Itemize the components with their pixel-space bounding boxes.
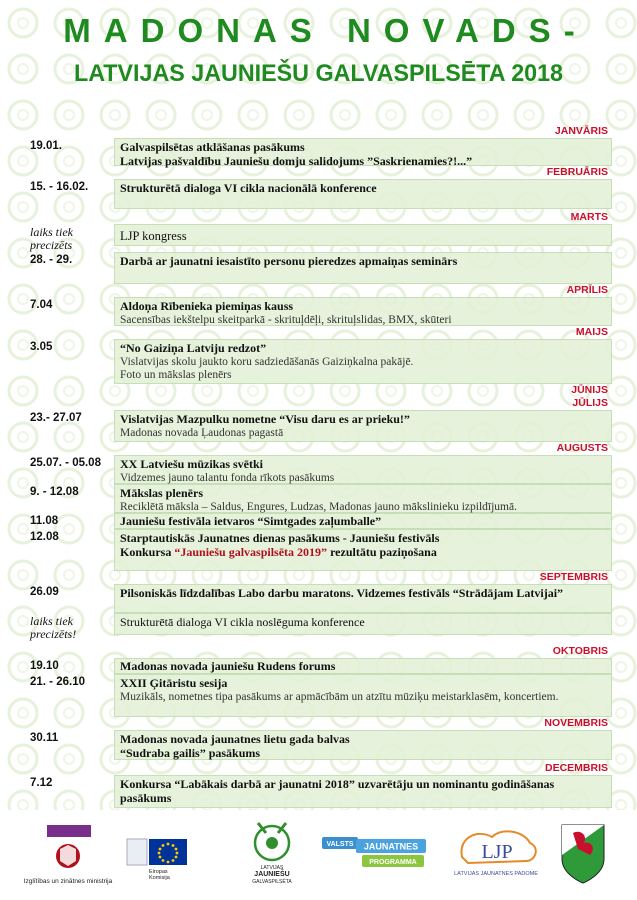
event-cell xyxy=(114,674,612,717)
event-cell xyxy=(114,224,612,246)
event-row xyxy=(30,613,612,641)
month-november: NOVEMBRIS xyxy=(544,717,608,729)
event-date: 25.07. - 05.08 xyxy=(30,457,101,469)
event-title-2 xyxy=(120,546,606,560)
event-cell xyxy=(114,252,612,284)
event-title: Mākslas plenērs xyxy=(120,486,204,500)
sponsor-logos xyxy=(0,815,637,895)
event-title: XXII Ģitāristu sesija xyxy=(120,676,228,690)
event-row xyxy=(30,410,612,442)
month-january: JANVĀRIS xyxy=(554,125,608,137)
youth-programme-logo xyxy=(322,837,426,867)
event-description: Muzikāls, nometnes tipa pasākums ar apmācībām un atzītu mūziķu meistarklasēm, koncertiem. xyxy=(120,690,559,703)
madona-coat-of-arms xyxy=(562,825,604,883)
event-title: LJP kongress xyxy=(120,229,187,243)
event-row xyxy=(30,584,612,613)
event-title: “Sudraba gailis” pasākums xyxy=(120,745,261,760)
month-august: AUGUSTS xyxy=(556,442,608,454)
event-date: 3.05 xyxy=(30,341,53,353)
ljp-name: LATVIJAS JAUNATNES PADOME xyxy=(454,871,538,877)
event-row xyxy=(30,339,612,384)
eu-commission-logo xyxy=(127,839,187,881)
event-cell xyxy=(114,513,612,529)
event-cell xyxy=(114,297,612,326)
event-date: 15. - 16.02. xyxy=(30,181,89,193)
month-may: MAIJS xyxy=(575,326,608,338)
eu-label-1: Eiropas xyxy=(149,869,168,875)
event-title: Strukturētā dialoga VI cikla nacionālā konference xyxy=(120,181,377,195)
month-september: SEPTEMBRIS xyxy=(539,571,608,583)
event-date: 11.08 xyxy=(30,515,59,527)
event-highlight: “Jauniešu galvaspilsēta 2019” xyxy=(174,544,328,559)
event-row xyxy=(30,297,612,326)
event-cell xyxy=(114,339,612,384)
event-row xyxy=(30,658,612,674)
month-june: JŪNIJS xyxy=(571,384,608,396)
event-row xyxy=(30,529,612,571)
title-line-2: LATVIJAS JAUNIEŠU GALVASPILSĒTA 2018 xyxy=(73,60,563,87)
event-row xyxy=(30,252,612,284)
event-date: 9. - 12.08 xyxy=(30,486,79,498)
event-title: Madonas novada jaunatnes lietu gada balvas xyxy=(120,732,350,746)
event-title: Aldoņa Rībenieka piemiņas kauss xyxy=(120,299,294,313)
event-date: 28. - 29. xyxy=(30,254,73,266)
event-schedule xyxy=(30,125,612,808)
event-row xyxy=(30,674,612,717)
vp-jaunatnes: JAUNATNES xyxy=(363,841,419,852)
event-cell xyxy=(114,484,612,513)
event-title: Konkursa “Labākais darbā ar jaunatni 2018” uzvarētāju un nominantu godināšanas pasākums xyxy=(120,777,555,805)
event-title: Jauniešu festivāla ietvaros “Simtgades zaļumballe” xyxy=(120,514,382,528)
event-description: Vislatvijas skolu jaukto koru sadziedāšanās Gaiziņkalna pakājē. xyxy=(120,355,414,368)
youth-capital-logo xyxy=(252,823,292,885)
event-row xyxy=(30,484,612,513)
month-february: FEBRUĀRIS xyxy=(546,166,608,178)
event-text: rezultātu paziņošana xyxy=(327,544,437,559)
ministry-name: Izglītības un zinātnes ministrija xyxy=(23,878,113,885)
month-april: APRĪLIS xyxy=(566,284,608,296)
month-march: MARTS xyxy=(570,211,608,223)
event-row xyxy=(30,730,612,760)
event-row xyxy=(30,775,612,808)
event-date: 30.11 xyxy=(30,732,59,744)
event-title: “No Gaiziņa Latviju redzot” xyxy=(120,341,267,355)
event-date: 19.01. xyxy=(30,140,62,152)
event-title: Latvijas pašvaldību Jauniešu domju salidojums ”Saskrienamies?!...” xyxy=(120,153,473,168)
ministry-logo xyxy=(24,825,113,885)
event-date: 21. - 26.10 xyxy=(30,676,85,688)
ljg-label-3: GALVASPILSĒTA xyxy=(252,879,292,885)
event-text: Konkursa xyxy=(120,544,175,559)
event-cell xyxy=(114,138,612,166)
event-cell xyxy=(114,775,612,808)
event-title: Starptautiskās Jaunatnes dienas pasākums - Jauniešu festivāls xyxy=(120,531,440,545)
event-cell xyxy=(114,584,612,613)
ljg-label-1: LATVIJAS xyxy=(260,865,284,871)
ljp-abbr: LJP xyxy=(481,841,513,863)
event-title: Madonas novada jauniešu Rudens forums xyxy=(120,659,336,673)
ljp-logo xyxy=(454,831,538,877)
event-description: Madonas novada Ļaudonas pagastā xyxy=(120,426,284,439)
eu-label-2: Komisija xyxy=(149,875,170,881)
event-title: Strukturētā dialoga VI cikla noslēguma konference xyxy=(120,615,365,629)
event-cell xyxy=(114,410,612,442)
month-december: DECEMBRIS xyxy=(544,762,608,774)
event-row xyxy=(30,138,612,166)
event-description: Sacensības iekštelpu skeitparkā - skrituļdēļi, skrituļslidas, BMX, skūteri xyxy=(120,313,452,326)
event-cell xyxy=(114,529,612,571)
event-title: Galvaspilsētas atklāšanas pasākums xyxy=(120,140,305,154)
event-title: XX Latviešu mūzikas svētki xyxy=(120,457,264,471)
event-cell xyxy=(114,658,612,674)
event-row xyxy=(30,224,612,252)
event-cell xyxy=(114,179,612,209)
event-row xyxy=(30,513,612,529)
month-july: JŪLIJS xyxy=(572,397,608,409)
event-date: 12.08 xyxy=(30,531,59,543)
event-date: 7.04 xyxy=(30,299,53,311)
event-date: 19.10 xyxy=(30,660,59,672)
event-cell xyxy=(114,730,612,760)
event-title: Pilsoniskās līdzdalības Labo darbu maratons. Vidzemes festivāls “Strādājam Latvijai” xyxy=(120,586,564,600)
title-line-1: MADONAS NOVADS- xyxy=(63,12,588,49)
vp-valsts: VALSTS xyxy=(326,841,354,848)
event-date: laiks tiek precizēts xyxy=(30,225,73,252)
event-title: Darbā ar jaunatni iesaistīto personu pieredzes apmaiņas seminārs xyxy=(120,254,458,268)
vp-programma: PROGRAMMA xyxy=(369,859,417,866)
event-title: Vislatvijas Mazpulku nometne “Visu daru es ar prieku!” xyxy=(120,412,410,426)
event-cell xyxy=(114,613,612,635)
event-row xyxy=(30,455,612,484)
event-date: 23.- 27.07 xyxy=(30,412,82,424)
event-description: Foto un mākslas plenērs xyxy=(120,369,232,381)
ljg-label-2: JAUNIEŠU xyxy=(254,871,290,878)
event-row xyxy=(30,179,612,209)
event-cell xyxy=(114,455,612,484)
event-date: 7.12 xyxy=(30,777,53,789)
event-date: laiks tiek precizēts! xyxy=(30,614,77,641)
event-description: Vidzemes jauno talantu fonda rīkots pasākums xyxy=(120,471,335,484)
event-date: 26.09 xyxy=(30,586,59,598)
event-description: Reciklētā māksla – Saldus, Engures, Ludzas, Madonas jauno mākslinieku izpildījumā. xyxy=(120,500,517,513)
month-october: OKTOBRIS xyxy=(552,645,608,657)
